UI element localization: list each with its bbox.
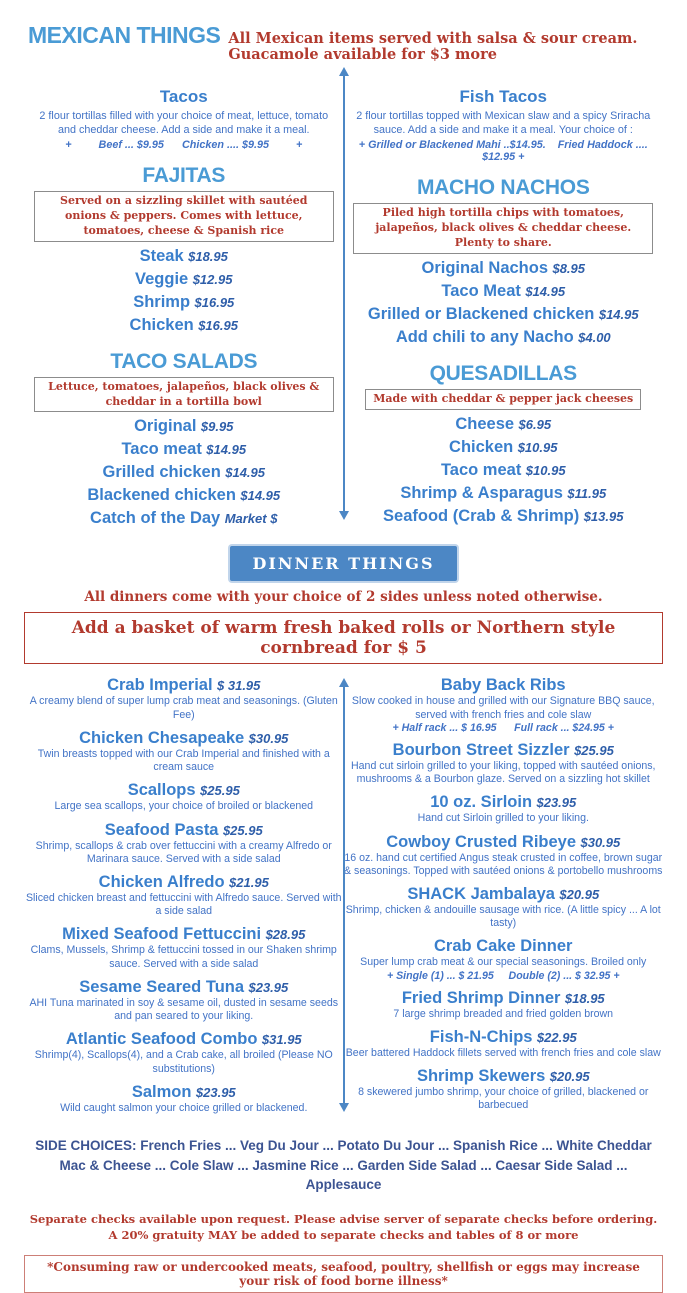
item-title	[24, 978, 344, 997]
item-name: Fried Shrimp Dinner	[401, 988, 561, 1007]
category-items	[24, 245, 344, 337]
item-price: $6.95	[518, 416, 552, 432]
item-price: $14.95	[525, 283, 566, 299]
item-name: Taco meat	[121, 440, 202, 459]
menu-item	[344, 505, 664, 528]
menu-item	[24, 291, 344, 314]
item-description: Shrimp, scallops & crab over fettuccini with a creamy Alfredo or Marinara sauce. Served with a side salad	[35, 839, 332, 865]
side-choices-text: SIDE CHOICES: French Fries ... Veg Du Jour ... Potato Du Jour ... Spanish Rice ... White Cheddar Mac & Cheese ... Cole Slaw ... Jasmine Rice ... Garden Side Salad ... Caesar Side Salad ... Applesauce	[35, 1138, 652, 1193]
item-name: Fish Tacos	[459, 86, 548, 106]
item-name: SHACK Jambalaya	[407, 884, 555, 903]
dinner-right-column	[344, 676, 664, 1122]
item-name: Seafood Pasta	[104, 820, 219, 839]
item-price: $31.95	[261, 1032, 302, 1048]
item-price: $23.95	[536, 795, 577, 811]
item-name: Taco meat	[440, 460, 522, 479]
item-description: Super lump crab meat & our special seasonings. Broiled only	[360, 956, 647, 969]
item-name: Shrimp & Asparagus	[400, 483, 563, 502]
item-price-line: + Single (1) ... $ 21.95 Double (2) ... $ 32.95 +	[386, 969, 620, 982]
item-price: $14.95	[225, 465, 265, 481]
item-name: Add chili to any Nacho	[395, 327, 574, 346]
item-name: Bourbon Street Sizzler	[392, 740, 570, 759]
dinner-header	[24, 546, 663, 664]
item-price: $18.95	[188, 248, 228, 264]
item-title	[24, 821, 344, 840]
item-price: $25.95	[222, 822, 263, 838]
item-name: Chicken	[129, 315, 194, 334]
item-description: 8 skewered jumbo shrimp, your choice of grilled, blackened or barbecued	[358, 1086, 649, 1112]
item-name: Chicken	[449, 437, 514, 456]
column-divider-arrow	[343, 682, 345, 1108]
item-title	[344, 833, 664, 852]
promo-box: Add a basket of warm fresh baked rolls or Northern style cornbread for $ 5	[24, 612, 663, 664]
item-description: 7 large shrimp breaded and fried golden brown	[393, 1007, 614, 1020]
food-safety-warning-box: *Consuming raw or undercooked meats, seafood, poultry, shellfish or eggs may increase your risk of food borne illness*	[24, 1255, 663, 1293]
category-quesadillas	[344, 362, 664, 528]
item-price: $14.95	[240, 488, 281, 504]
menu-item	[24, 978, 344, 1023]
menu-item	[24, 461, 344, 484]
item-price: $25.95	[574, 742, 614, 758]
item-price: $18.95	[564, 990, 605, 1006]
category-note-box: Made with cheddar & pepper jack cheeses	[365, 389, 641, 410]
item-price: $10.95	[525, 462, 566, 478]
item-name: Shrimp Skewers	[416, 1067, 546, 1086]
item-price: $13.95	[583, 508, 624, 524]
category-title: TACO SALADS	[110, 349, 258, 373]
menu-item	[24, 821, 344, 866]
item-price: $11.95	[567, 485, 607, 501]
item-price: $21.95	[229, 874, 269, 890]
menu-item	[344, 793, 664, 825]
item-price: $23.95	[195, 1084, 236, 1100]
dinner-things-banner: DINNER THINGS	[230, 546, 456, 581]
item-price: $28.95	[265, 927, 306, 943]
item-title	[24, 925, 344, 944]
menu-item	[344, 280, 664, 303]
item-name: Original Nachos	[421, 258, 549, 277]
item-description: Hand cut sirloin grilled to your liking, topped with sautéed onions, mushrooms & a Bourbon glaze. Served on a sizzling hot skillet	[351, 759, 656, 786]
category-items	[344, 413, 664, 528]
item-description: Large sea scallops, your choice of broiled or blackened	[54, 800, 314, 813]
item-name: Original	[134, 417, 197, 436]
mexican-section	[24, 87, 663, 530]
category-items	[24, 415, 344, 530]
item-name: Grilled chicken	[102, 463, 221, 482]
menu-item	[344, 989, 664, 1021]
item-name: Fish-N-Chips	[429, 1027, 533, 1046]
item-price: $4.00	[578, 329, 611, 345]
category-macho-nachos	[344, 176, 664, 349]
item-description: Shrimp, chicken & andouille sausage with rice. (A little spicy ... A lot tasty)	[345, 903, 661, 930]
menu-item	[24, 873, 344, 918]
menu-feature-fish-tacos	[344, 87, 664, 163]
item-description: Beer battered Haddock fillets served with french fries and cole slaw	[345, 1046, 661, 1059]
item-description: Wild caught salmon your choice grilled or blackened.	[60, 1101, 308, 1114]
menu-item	[24, 314, 344, 337]
item-name: Shrimp	[133, 292, 191, 311]
menu-item	[24, 507, 344, 530]
menu-item	[344, 413, 664, 436]
item-price: $14.95	[598, 306, 639, 322]
category-items	[344, 257, 664, 349]
menu-footer	[24, 1136, 663, 1293]
category-note-box: Lettuce, tomatoes, jalapeños, black olives & cheddar in a tortilla bowl	[34, 377, 334, 413]
item-description: Shrimp(4), Scallops(4), and a Crab cake, all broiled (Please NO substitutions)	[34, 1049, 333, 1075]
item-name: Blackened chicken	[87, 486, 236, 505]
mexican-things-title: MEXICAN THINGS	[28, 22, 221, 48]
item-name: Tacos	[159, 86, 208, 106]
menu-item	[344, 741, 664, 786]
item-description: 2 flour tortillas filled with your choice of meat, lettuce, tomato and cheddar cheese. Add a side and make it a meal.	[39, 109, 329, 136]
item-title	[344, 885, 664, 904]
item-description: Twin breasts topped with our Crab Imperial and finished with a cream sauce	[37, 747, 330, 774]
item-price: $9.95	[200, 419, 234, 435]
item-title	[24, 729, 344, 748]
mexican-header	[24, 22, 663, 63]
category-title: MACHO NACHOS	[416, 175, 590, 199]
item-name: Atlantic Seafood Combo	[65, 1030, 258, 1049]
item-name: Cowboy Crusted Ribeye	[386, 832, 577, 851]
item-name: Baby Back Ribs	[440, 676, 566, 695]
item-price: $8.95	[552, 260, 586, 276]
category-title: QUESADILLAS	[429, 361, 577, 385]
menu-item	[344, 937, 664, 981]
item-title	[24, 676, 344, 695]
item-name: Mixed Seafood Fettuccini	[62, 925, 262, 944]
mexican-subtitle: All Mexican items served with salsa & sour cream. Guacamole available for $3 more	[228, 30, 638, 63]
item-name: Taco Meat	[441, 281, 521, 300]
menu-item	[344, 482, 664, 505]
item-price: $25.95	[200, 783, 240, 799]
item-price: $16.95	[198, 317, 238, 333]
menu-item	[344, 257, 664, 280]
menu-feature-tacos	[24, 87, 344, 151]
item-price: $12.95	[192, 271, 233, 287]
category-title: FAJITAS	[142, 163, 226, 187]
item-name: Veggie	[135, 269, 189, 288]
item-price: Market $	[224, 511, 278, 527]
item-price: $ 31.95	[217, 678, 261, 694]
item-title	[344, 741, 664, 760]
menu-item	[344, 833, 664, 878]
item-title	[344, 676, 664, 695]
item-title	[24, 781, 344, 800]
menu-item	[344, 1067, 664, 1112]
menu-item	[24, 268, 344, 291]
item-price: $23.95	[248, 979, 289, 995]
item-price: $20.95	[559, 886, 600, 902]
item-description: A creamy blend of super lump crab meat and seasonings. (Gluten Fee)	[29, 695, 338, 721]
mexican-right-column	[344, 87, 664, 530]
item-price-line: + Half rack ... $ 16.95 Full rack ... $24.95 +	[392, 721, 614, 734]
menu-item	[24, 1030, 344, 1075]
dinner-left-column	[24, 676, 344, 1122]
item-name: Chicken Alfredo	[98, 872, 225, 891]
item-description: 2 flour tortillas topped with Mexican slaw and a spicy Sriracha sauce. Add a side and make it a meal. Your choice of :	[356, 109, 651, 136]
item-title	[344, 793, 664, 812]
menu-item	[344, 436, 664, 459]
item-price: $22.95	[536, 1029, 577, 1045]
item-title	[24, 1030, 344, 1049]
item-description: Slow cooked in house and grilled with our Signature BBQ sauce, served with french fries and cole slaw	[351, 695, 655, 721]
category-note-box: Piled high tortilla chips with tomatoes, jalapeños, black olives & cheddar cheese. Plenty to share.	[353, 203, 653, 254]
item-title	[24, 1083, 344, 1102]
item-name: Sesame Seared Tuna	[79, 977, 245, 996]
item-description: Clams, Mussels, Shrimp & fettuccini tossed in our Shaken shrimp sauce. Served with a side salad	[30, 944, 337, 970]
item-title	[344, 1028, 664, 1047]
menu-item	[344, 459, 664, 482]
dinner-section	[24, 676, 663, 1122]
menu-item	[24, 781, 344, 813]
item-price-line: + Beef ... $9.95 Chicken .... $9.95 +	[65, 138, 303, 151]
item-title	[344, 1067, 664, 1086]
checks-line-1: Separate checks available upon request. Please advise server of separate checks before ordering.	[29, 1211, 658, 1226]
item-name: Scallops	[127, 781, 196, 800]
item-price: $30.95	[580, 834, 621, 850]
item-name: Chicken Chesapeake	[79, 728, 245, 747]
item-description: Sliced chicken breast and fettuccini with Alfredo sauce. Served with a side salad	[25, 891, 342, 918]
item-name: Steak	[139, 246, 184, 265]
menu-item	[24, 1083, 344, 1115]
item-name: 10 oz. Sirloin	[430, 793, 533, 812]
item-price: $14.95	[206, 442, 247, 458]
menu-item	[24, 438, 344, 461]
menu-item	[344, 326, 664, 349]
item-title	[24, 873, 344, 892]
item-name: Crab Cake Dinner	[434, 937, 573, 956]
category-fajitas	[24, 164, 344, 337]
menu-item	[344, 1028, 664, 1060]
item-name: Cheese	[455, 414, 515, 433]
item-price: $10.95	[517, 439, 558, 455]
menu-item	[24, 415, 344, 438]
item-title	[344, 989, 664, 1008]
item-title	[344, 937, 664, 956]
item-price: $30.95	[248, 730, 289, 746]
menu-item	[344, 303, 664, 326]
menu-item	[24, 245, 344, 268]
item-description: AHI Tuna marinated in soy & sesame oil, dusted in sesame seeds and pan seared to your liking.	[29, 996, 339, 1023]
item-name: Salmon	[131, 1082, 192, 1101]
category-note-box: Served on a sizzling skillet with sautéed onions & peppers. Comes with lettuce, tomatoes, cheese & Spanish rice	[34, 191, 334, 242]
item-name: Catch of the Day	[90, 509, 221, 528]
separate-checks-notice	[24, 1211, 663, 1243]
category-taco-salads	[24, 350, 344, 531]
item-price-line: + Grilled or Blackened Mahi ..$14.95. Fried Haddock .... $12.95 +	[358, 138, 648, 163]
item-name: Crab Imperial	[107, 676, 213, 695]
item-price: $16.95	[194, 294, 235, 310]
mexican-left-column	[24, 87, 344, 530]
menu-item	[24, 925, 344, 970]
dinner-note: All dinners come with your choice of 2 sides unless noted otherwise.	[84, 589, 603, 606]
menu-item	[344, 885, 664, 930]
column-divider-arrow	[343, 71, 345, 516]
item-price: $20.95	[549, 1069, 590, 1085]
menu-item	[24, 729, 344, 774]
item-description: Hand cut Sirloin grilled to your liking.	[417, 812, 589, 825]
item-name: Seafood (Crab & Shrimp)	[383, 506, 580, 525]
menu-item	[24, 676, 344, 721]
menu-item	[24, 484, 344, 507]
item-description: 16 oz. hand cut certified Angus steak crusted in coffee, brown sugar & seasonings. Topped with sautéed onions & portobello mushrooms	[344, 851, 663, 877]
menu-item	[344, 676, 664, 733]
item-name: Grilled or Blackened chicken	[367, 304, 595, 323]
checks-line-2: A 20% gratuity MAY be added to separate checks and tables of 8 or more	[108, 1227, 579, 1242]
